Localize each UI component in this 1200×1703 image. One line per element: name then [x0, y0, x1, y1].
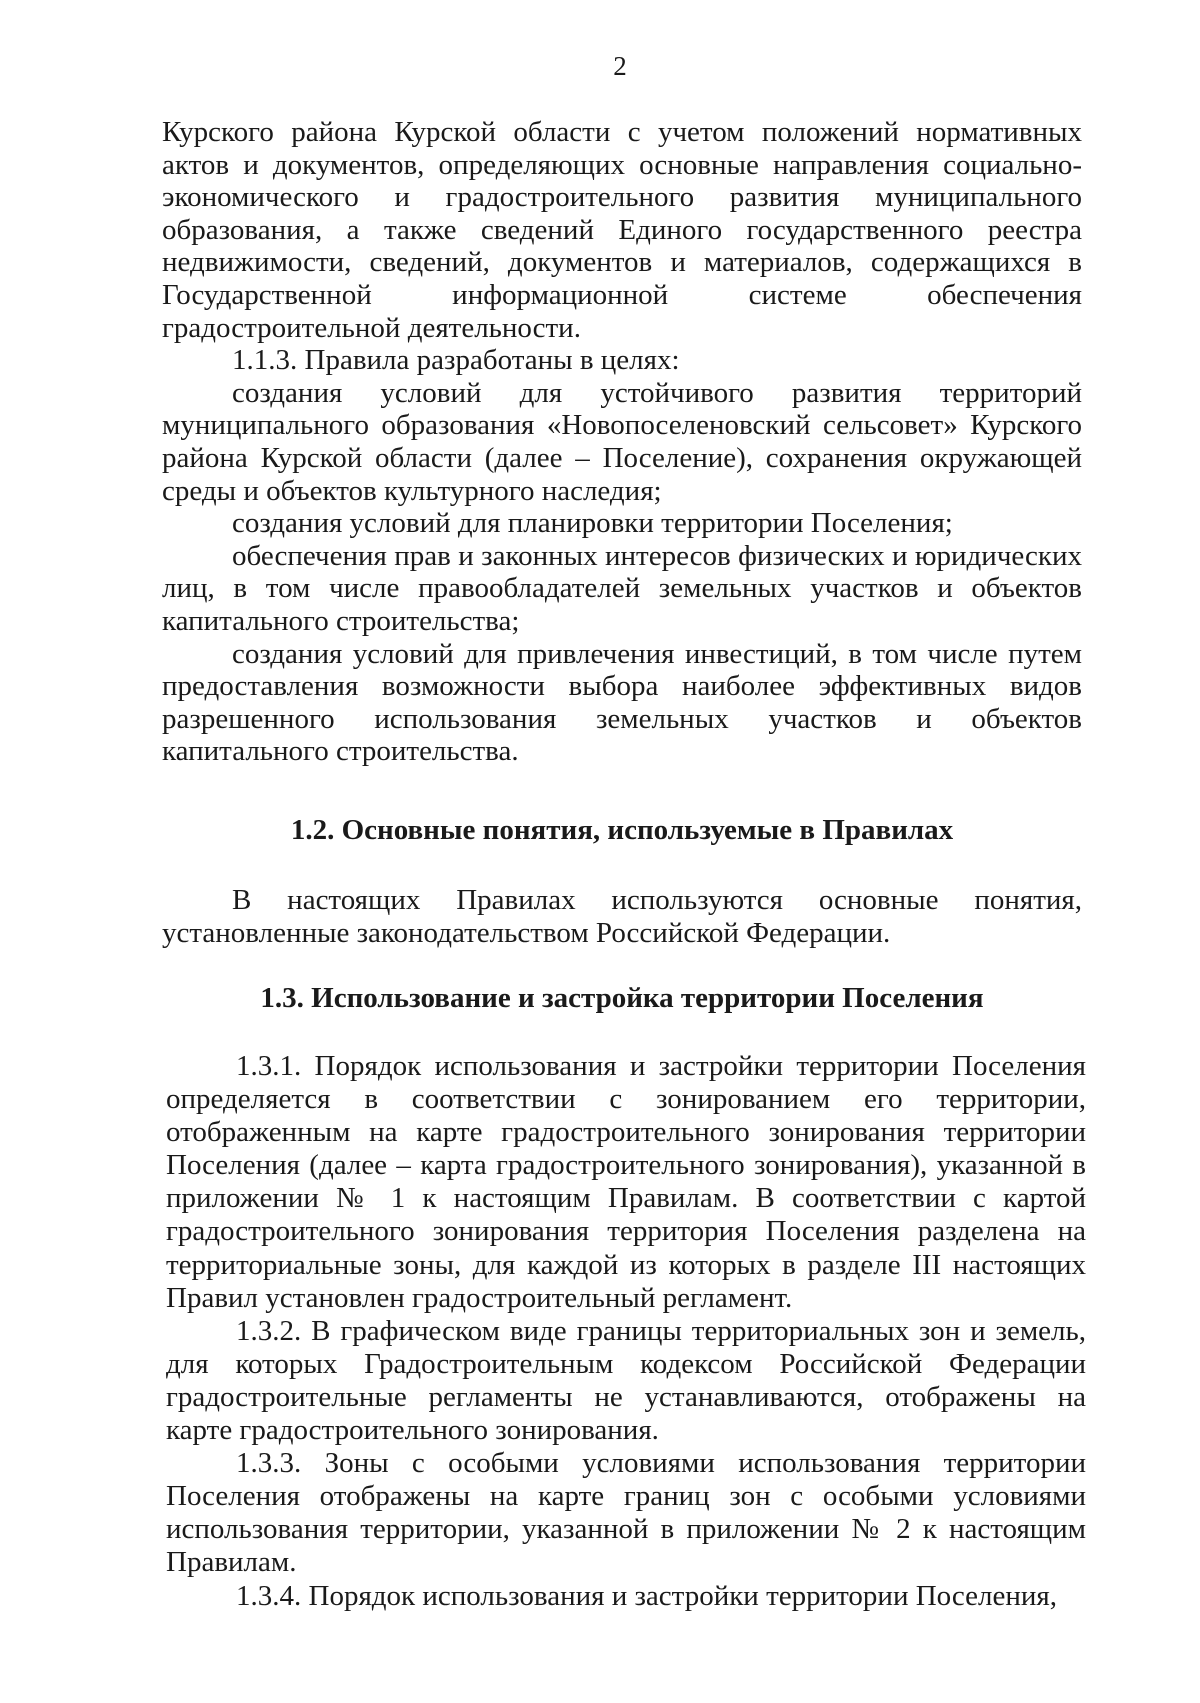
paragraph: создания условий для планировки территории Поселения;	[232, 507, 953, 540]
paragraph: создания условий для устойчивого развития территорий муниципального образования «Новопоселеновский сельсовет» Курского района Курской области (далее – Поселение), сохранения окружающей среды и объектов культурного наследия;	[162, 376, 1082, 507]
section-heading-1-3: 1.3. Использование и застройка территории Поселения	[260, 982, 984, 1014]
paragraph: обеспечения прав и законных интересов физических и юридических лиц, в том числе правообладателей земельных участков и объектов капитального строительства;	[162, 539, 1082, 637]
section-1-2-block	[162, 884, 1082, 949]
paragraph: создания условий для привлечения инвестиций, в том числе путем предоставления возможности выбора наиболее эффективных видов разрешенного использования земельных участков и объектов капитального строительства.	[162, 637, 1082, 768]
page-number: 2	[613, 51, 627, 81]
paragraph: 1.1.3. Правила разработаны в целях:	[232, 344, 680, 377]
paragraph: В настоящих Правилах используются основные понятия, установленные законодательством Российской Федерации.	[162, 884, 1082, 949]
paragraph: 1.3.1. Порядок использования и застройки территории Поселения определяется в соответствии с зонированием его территории, отображенным на карте градостроительного зонирования территории Поселения (далее – карта градостроительного зонирования), указанной в приложении № 1 к настоящим Правилам. В соответствии с картой градостроительного зонирования территория Поселения разделена на территориальные зоны, для каждой из которых в разделе III настоящих Правил установлен градостроительный регламент.	[166, 1050, 1086, 1314]
section-1-1-3-block	[162, 116, 1082, 768]
paragraph: 1.3.4. Порядок использования и застройки территории Поселения,	[236, 1579, 1057, 1612]
paragraph: Курского района Курской области с учетом положений нормативных актов и документов, определяющих основные направления социально-экономического и градостроительного развития муниципального образования, а также сведений Единого государственного реестра недвижимости, сведений, документов и материалов, содержащихся в Государственной информационной системе обеспечения градостроительной деятельности.	[162, 116, 1082, 344]
paragraph: 1.3.2. В графическом виде границы территориальных зон и земель, для которых Градостроительным кодексом Российской Федерации градостроительные регламенты не устанавливаются, отображены на карте градостроительного зонирования.	[166, 1314, 1086, 1447]
section-heading-1-2: 1.2. Основные понятия, используемые в Правилах	[290, 814, 954, 846]
section-1-3-block	[166, 1050, 1086, 1613]
paragraph: 1.3.3. Зоны с особыми условиями использования территории Поселения отображены на карте границ зон с особыми условиями использования территории, указанной в приложении № 2 к настоящим Правилам.	[166, 1447, 1086, 1579]
